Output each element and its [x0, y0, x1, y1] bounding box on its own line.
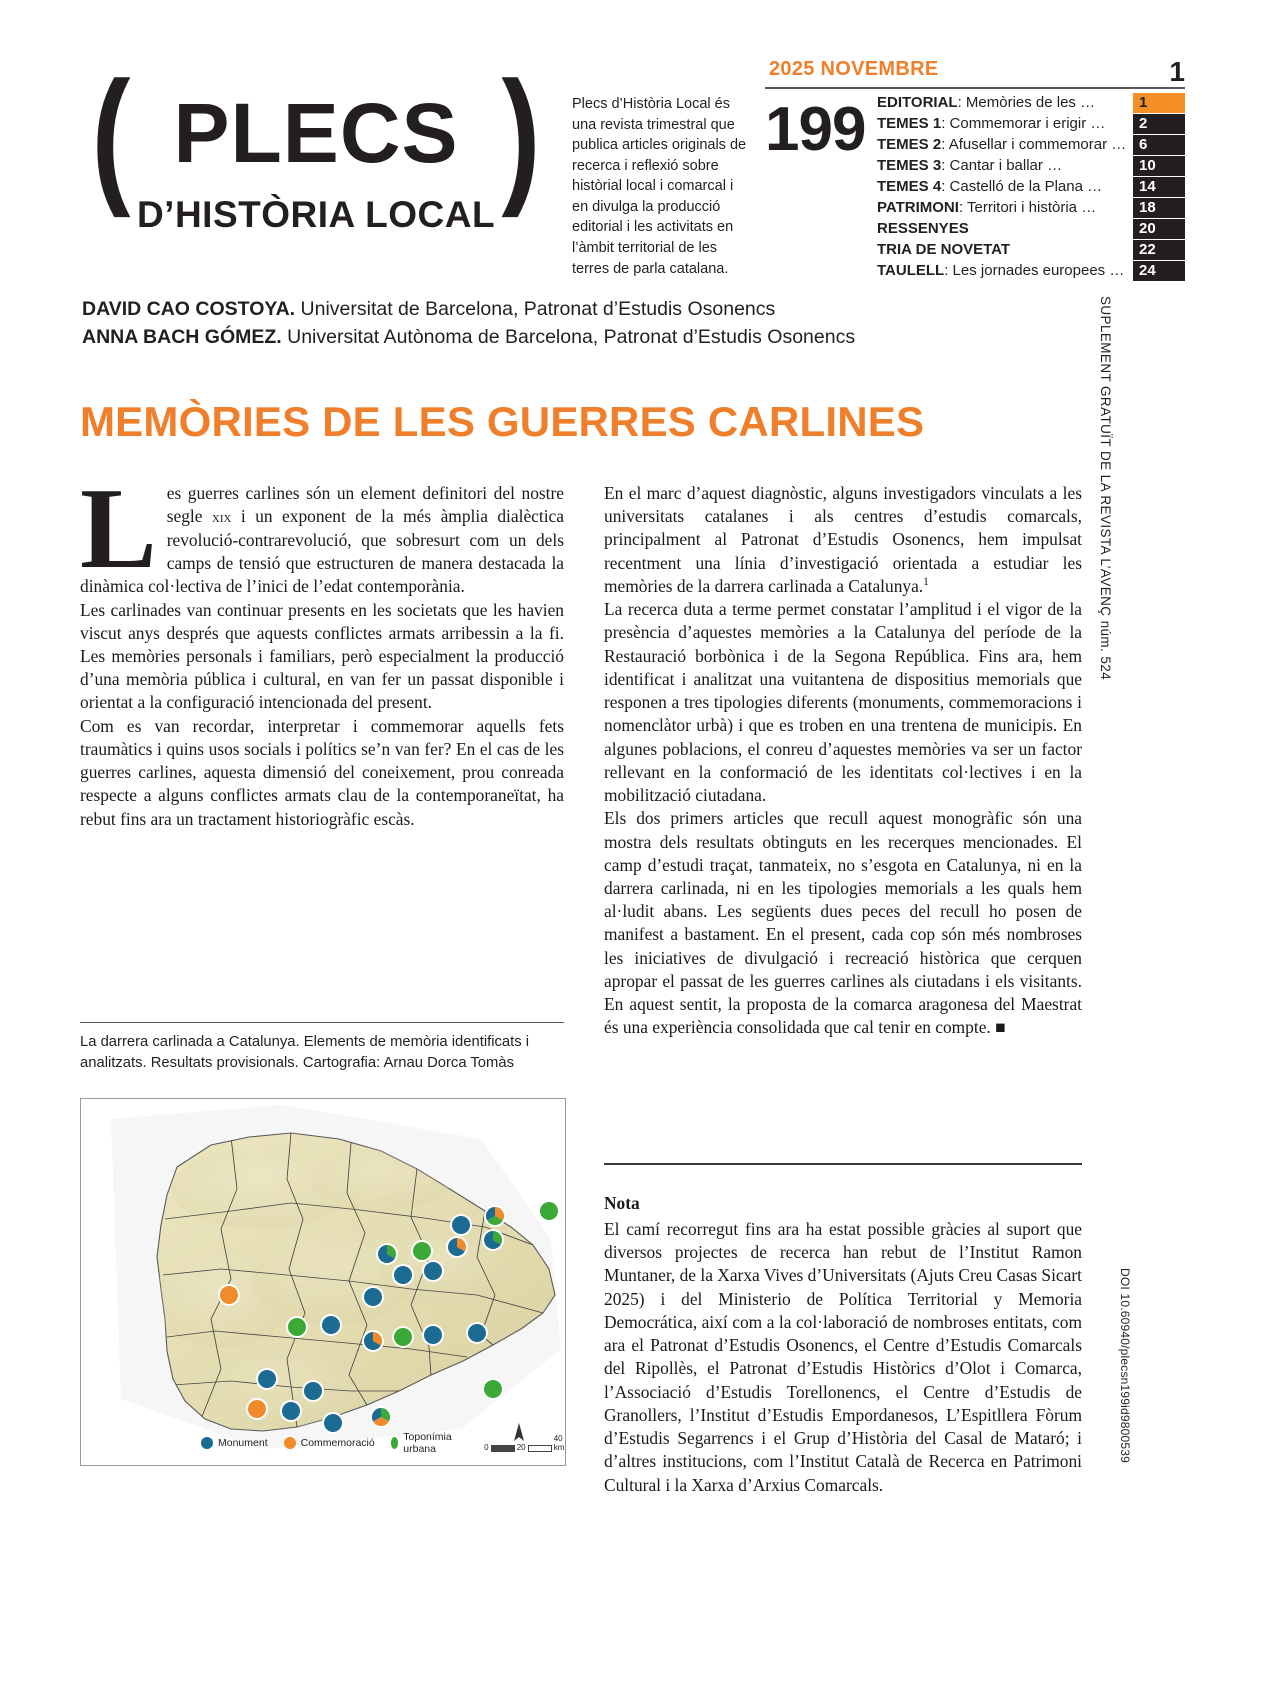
map-point: [370, 1406, 392, 1428]
paren-close-glyph: ): [501, 49, 541, 218]
map-point: [362, 1286, 384, 1308]
map-point: [446, 1236, 468, 1258]
map-point: [218, 1284, 240, 1306]
figure-caption: La darrera carlinada a Catalunya. Elements de memòria identificats i analitzats. Resultats provisionals. Cartografia: Arnau Dorca Tomàs: [80, 1034, 530, 1071]
paragraph-3: Com es van recordar, interpretar i commemorar aquells fets traumàtics i quins usos socials i polítics se’n van fer? En el cas de les guerres carlines, aquesta dimensió del coneixement, prou conreada respecte a alguns conflictes armats clau de la contemporaneïtat, ha rebut fins ara un tractament historiogràfic escàs.: [80, 715, 564, 829]
map-point: [280, 1400, 302, 1422]
supplement-credit-vertical: SUPLEMENT GRATUÏT DE LA REVISTA L’AVENÇ núm. 524: [1098, 296, 1113, 681]
note-divider: [604, 1163, 1082, 1165]
toc-entry-editorial[interactable]: [877, 93, 1185, 113]
legend-label: Monument: [218, 1437, 268, 1449]
legend-swatch-blue: [201, 1437, 213, 1449]
publication-logo: [86, 49, 546, 246]
map-point: [302, 1380, 324, 1402]
toc-entry-page: 10: [1133, 156, 1185, 176]
issue-date: 2025 NOVEMBRE: [769, 58, 939, 80]
footnote-marker: 1: [923, 576, 929, 589]
toc-entry-page: 14: [1133, 177, 1185, 197]
paragraph-6: Els dos primers articles que recull aquest monogràfic són una mostra dels resultats obtinguts en les recerques mencionades. El camp d’estudi traçat, tanmateix, no s’esgota en Catalunya, ni en la darrera carlinada, ni en les tipologies memorials a les quals hem al·ludit abans. Les següents dues peces del recull ho posen de manifest a bastament. En el present, cada cop són més nombroses les iniciatives de divulgació i recreació històrica que cerquen apropar el passat de les guerres carlines als ciutadans i els visitants. En aquest sentit, la proposta de la comarca aragonesa del Maestrat és una experiència consolidada que cal tenir en compte. ■: [604, 808, 1082, 1038]
legend-swatch-green: [391, 1437, 399, 1449]
toc-entry-label: RESSENYES: [877, 220, 969, 237]
toc-entry-temes-3[interactable]: [877, 156, 1185, 176]
scale-tick-20: 20: [516, 1443, 526, 1452]
toc-list: [877, 93, 1185, 282]
toc-entry-page: 6: [1133, 135, 1185, 155]
toc-entry-label: PATRIMONI: Territori i història …: [877, 199, 1097, 216]
toc-entry-page: 20: [1133, 219, 1185, 239]
figure-divider: [80, 1022, 564, 1023]
toc-entry-label: TEMES 3: Cantar i ballar …: [877, 157, 1063, 174]
scale-tick-40: 40 km: [553, 1434, 565, 1452]
scale-tick-0: 0: [484, 1443, 489, 1452]
toc-entry-page: 24: [1133, 261, 1185, 281]
paragraph-4: En el marc d’aquest diagnòstic, alguns investigadors vinculats a les universitats catalanes i als centres d’estudis comarcals, principalment al Patronat d’Estudis Osonencs, hem impulsat recentment una línia d’investigació orientada a estudiar les memòries de la darrera carlinada a Catalunya.$^1$: [604, 483, 1082, 596]
author-line-2: ANNA BACH GÓMEZ. Universitat Autònoma de Barcelona, Patronat d’Estudis Osonencs: [82, 325, 856, 348]
toc-entry-temes-1[interactable]: [877, 114, 1185, 134]
toc-entry-page: 18: [1133, 198, 1185, 218]
map-point: [256, 1368, 278, 1390]
legend-item-toponimia: [391, 1431, 456, 1455]
logo-subtitle: D’HISTÒRIA LOCAL: [136, 194, 496, 235]
publication-blurb: Plecs d’Història Local és una revista trimestral que publica articles originals de recerca i reflexió sobre històrial local i comarcal i en divulga la producció editorial i les activitats en l’àmbit territorial de les terres de parla catalana.: [572, 96, 747, 277]
note-body: El camí recorregut fins ara ha estat possible gràcies al suport que diversos projectes de recerca han rebut de l’Institut Ramon Muntaner, de la Xarxa Vives d’Universitats (Ajuts Creu Casas Sicart 2025) i del Ministerio de Política Territorial y Memoria Democrática, així com a la col·laboració de nombroses entitats, com ara el Patronat d’Estudis Osonencs, el Centre d’Estudis Comarcals del Ripollès, el Patronat d’Estudis Històrics d’Olot i Comarca, l’Associació d’Estudis Torellonencs, el Centre d’Estudis de Granollers, l’Institut d’Estudis Empordanesos, L’Espitllera Fòrum d’Estudis Segarrencs i el Grup d’Història del Casal de Mataró; i d’altres institucions, com l’Institut Català de Recerca en Patrimoni Cultural i la Xarxa d’Arxius Comarcals.: [604, 1219, 1082, 1495]
toc-entry-temes-2[interactable]: [877, 135, 1185, 155]
map-figure: [80, 1098, 566, 1466]
legend-item-commemoracio: [284, 1437, 375, 1449]
map-point: [422, 1324, 444, 1346]
scale-segment: [528, 1445, 552, 1452]
map-point: [482, 1229, 504, 1251]
masthead: [0, 0, 1271, 279]
paragraph-intro: Les guerres carlines són un element definitori del nostre segle xix i un exponent de la més àmplia dialèctica revolució-contrarevolució, que sobresurt com un dels camps de tensió que estructuren de manera destacada la dinàmica col·lectiva de l’inici de l’edat contemporània.: [80, 465, 564, 597]
page-title: MEMÒRIES DE LES GUERRES CARLINES: [80, 398, 925, 446]
body-column-left: [80, 465, 564, 831]
map-point: [538, 1200, 560, 1222]
logo-wordmark: PLECS: [173, 86, 459, 181]
toc-entry-label: TEMES 4: Castelló de la Plana …: [877, 178, 1103, 195]
legend-label: Toponímia urbana: [403, 1431, 452, 1455]
toc-entry-ressenyes[interactable]: [877, 219, 1185, 239]
toc-entry-label: TRIA DE NOVETAT: [877, 241, 1011, 258]
toc-entry-taulell[interactable]: [877, 261, 1185, 281]
legend-swatch-orange: [284, 1437, 296, 1449]
toc-entry-tria-de-novetat[interactable]: [877, 240, 1185, 260]
map-point: [320, 1314, 342, 1336]
map-point: [392, 1264, 414, 1286]
doi-vertical: DOI 10.60940/plecsn199id9800539: [1118, 1268, 1132, 1464]
map-point: [484, 1205, 506, 1227]
paragraph-5: La recerca duta a terme permet constatar l’amplitud i el vigor de la presència d’aquestes memòries a la Catalunya del període de la Restauració borbònica i de la Segona República. Fins ara, hem identificat i analitzat una vuitantena de dispositius memorials que responen a tres tipologies diferents (monuments, commemoracions i nomenclàtor urbà) i que es troben en una trentena de municipis. En algunes poblacions, el conreu d’aquestes memòries va ser un factor rellevant en la conformació de les identitats col·lectives i en la mobilització ciutadana.: [604, 599, 1082, 806]
legend-item-monument: [201, 1437, 268, 1449]
toc-entry-label: EDITORIAL: Memòries de les …: [877, 94, 1096, 111]
author-line-1: DAVID CAO COSTOYA. Universitat de Barcelona, Patronat d’Estudis Osonencs: [82, 298, 776, 320]
toc-entry-temes-4[interactable]: [877, 177, 1185, 197]
scale-segment: [491, 1445, 515, 1452]
map-point: [466, 1322, 488, 1344]
toc-entry-label: TAULELL: Les jornades europees …: [877, 262, 1125, 279]
map-point: [376, 1243, 398, 1265]
map-point: [450, 1214, 472, 1236]
table-of-contents: [765, 58, 1185, 282]
body-column-right: [604, 482, 1082, 1040]
map-point: [286, 1316, 308, 1338]
toc-entry-page: 22: [1133, 240, 1185, 260]
note-title: Nota: [604, 1193, 640, 1213]
toc-divider: [765, 87, 1185, 89]
map-point: [422, 1260, 444, 1282]
toc-entry-label: TEMES 1: Commemorar i erigir …: [877, 115, 1106, 132]
drop-cap: L: [80, 465, 157, 592]
map-legend: [81, 1431, 565, 1455]
catalonia-map-svg: [81, 1099, 565, 1465]
page-folio: 1: [1169, 56, 1185, 87]
author-byline: [82, 296, 1042, 351]
paragraph-2: Les carlinades van continuar presents en les societats que les havien viscut anys després que aquests conflictes armats arribessin a la fi. Les memòries personals i familiars, però especialment la producció d’una memòria pública i cultural, en van fer un passat disponible i orientat a la configuració intencionada del present.: [80, 599, 564, 713]
map-scalebar: [482, 1434, 566, 1452]
map-point: [392, 1326, 414, 1348]
map-point: [482, 1378, 504, 1400]
toc-entry-patrimoni[interactable]: [877, 198, 1185, 218]
issue-number: 199: [765, 95, 866, 164]
map-point: [411, 1240, 433, 1262]
map-point: [362, 1330, 384, 1352]
paren-open-glyph: (: [91, 49, 131, 218]
toc-entry-page: 2: [1133, 114, 1185, 134]
legend-label: Commemoració: [300, 1437, 375, 1449]
toc-entry-page: 1: [1133, 93, 1185, 113]
toc-entry-label: TEMES 2: Afusellar i commemorar …: [877, 136, 1127, 153]
map-point: [246, 1398, 268, 1420]
